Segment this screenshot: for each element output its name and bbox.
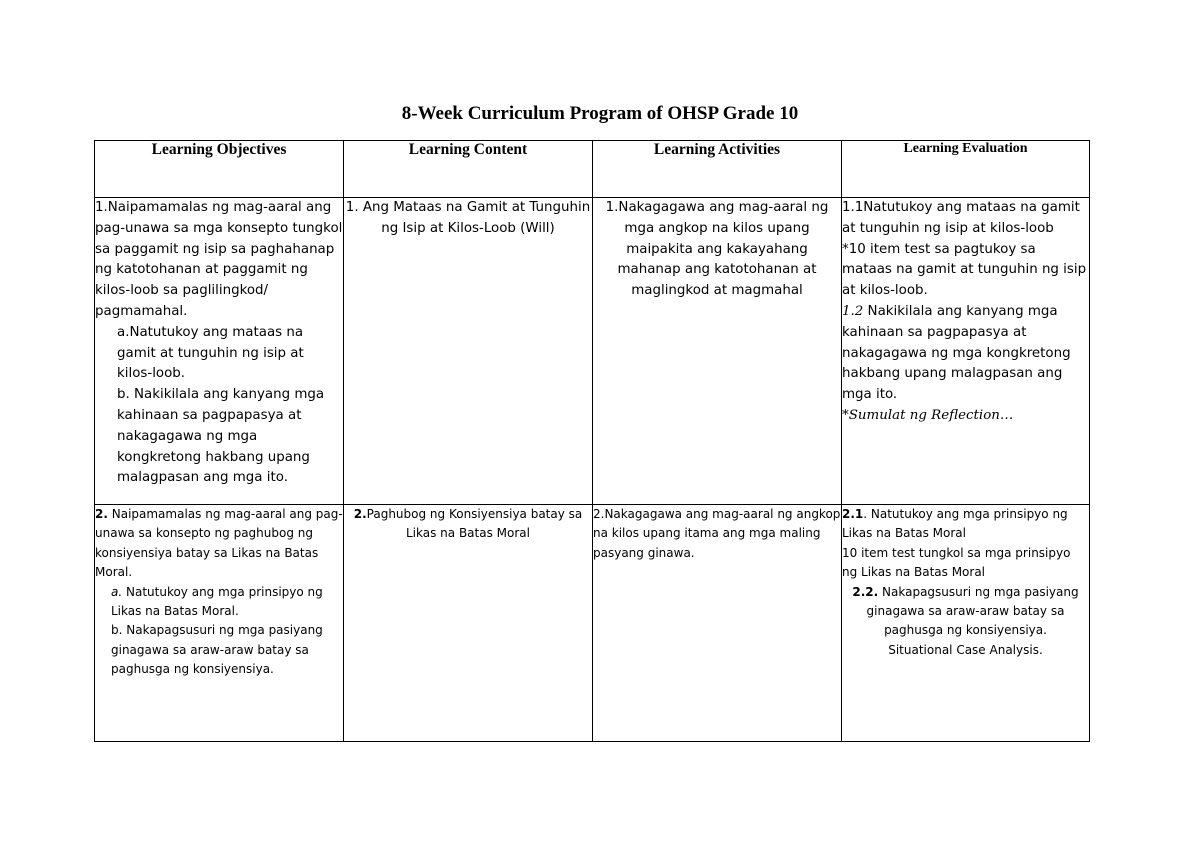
row2-eval-2 xyxy=(842,583,1089,641)
row2-objective-main xyxy=(95,505,343,583)
row1-eval-2-number: 1.2 xyxy=(842,303,864,319)
table-row xyxy=(95,505,1090,742)
row2-objective-number: 2. xyxy=(95,507,108,521)
row2-eval-1-number: 2.1 xyxy=(842,507,864,521)
row1-activities-text: 1.Nakagagawa ang mag-aaral ng mga angkop na kilos upang maipakita ang kakayahang mahanap ang katotohanan at maglingkod at magmahal xyxy=(605,200,829,299)
header-learning-evaluation: Learning Evaluation xyxy=(842,141,1090,198)
row2-objective-b: b. Nakapagsusuri ng mga pasiyang ginagawa sa araw-araw batay sa paghusga ng konsiyensiya. xyxy=(111,623,323,677)
row2-evaluation-cell xyxy=(842,505,1090,742)
row1-eval-2-task: *Sumulat ng Reflection… xyxy=(842,407,1014,423)
row1-eval-1: 1.1Natutukoy ang mataas na gamit at tunguhin ng isip at kilos-loob xyxy=(842,200,1080,236)
row1-objectives-cell xyxy=(95,198,344,505)
row1-activities-cell xyxy=(593,198,842,505)
row2-eval-2-text: Nakapagsusuri ng mga pasiyang ginagawa sa araw-araw batay sa paghusga ng konsiyensiya. xyxy=(866,584,1079,638)
row1-objective-main: 1.Naipamamalas ng mag-aaral ang pag-unawa sa mga konsepto tungkol sa paggamit ng isip sa paghahanap ng katotohanan at paggamit ng kilos-loob sa paglilingkod/ pagmamahal. xyxy=(95,200,343,319)
row2-eval-1 xyxy=(842,505,1089,544)
row2-eval-2-number: 2.2. xyxy=(852,584,879,599)
row1-eval-2 xyxy=(842,302,1089,406)
curriculum-table xyxy=(94,140,1090,742)
row2-content-number: 2. xyxy=(353,507,367,521)
row2-eval-1-text: . Natutukoy ang mga prinsipyo ng Likas na Batas Moral xyxy=(842,507,1068,541)
header-learning-content: Learning Content xyxy=(344,141,593,198)
row2-eval-2-task: Situational Case Analysis. xyxy=(888,642,1043,657)
table-row xyxy=(95,198,1090,505)
row2-content-title: Paghubog ng Konsiyensiya batay sa Likas na Batas Moral xyxy=(366,507,583,541)
row1-content-text: 1. Ang Mataas na Gamit at Tunguhin ng Isip at Kilos-Loob (Will) xyxy=(345,200,591,236)
row2-objectives-cell xyxy=(95,505,344,742)
row2-objective-a-text: Natutukoy ang mga prinsipyo ng Likas na Batas Moral. xyxy=(111,584,323,619)
row2-content-text xyxy=(344,505,592,544)
row2-activities-text: 2.Nakagagawa ang mag-aaral ng angkop na kilos upang itama ang mga maling pasyang ginawa. xyxy=(593,507,841,560)
row2-objective-a xyxy=(95,583,343,622)
header-learning-activities: Learning Activities xyxy=(593,141,842,198)
row2-objective-text: Naipamamalas ng mag-aaral ang pag-unawa sa konsepto ng paghubog ng konsiyensiya batay sa Likas na Batas Moral. xyxy=(95,507,343,580)
page-title: 8-Week Curriculum Program of OHSP Grade 10 xyxy=(401,103,799,124)
row1-eval-2-text: Nakikilala ang kanyang mga kahinaan sa pagpapasya at nakagagawa ng mga kongkretong hakbang upang malagpasan ang mga ito. xyxy=(842,303,1071,403)
row1-objective-b: b. Nakikilala ang kanyang mga kahinaan sa pagpapasya at nakagagawa ng mga kongkretong hakbang upang malagpasan ang mga ito. xyxy=(117,387,325,486)
row1-content-cell xyxy=(344,198,593,505)
row2-eval-1-test: 10 item test tungkol sa mga prinsipyo ng Likas na Batas Moral xyxy=(842,545,1071,580)
header-learning-objectives: Learning Objectives xyxy=(95,141,344,198)
row2-activities-cell xyxy=(593,505,842,742)
row2-content-cell xyxy=(344,505,593,742)
row1-eval-1-test: *10 item test sa pagtukoy sa mataas na gamit at tunguhin ng isip at kilos-loob. xyxy=(842,241,1087,299)
row1-evaluation-cell xyxy=(842,198,1090,505)
row2-objective-a-label: a. xyxy=(111,584,123,599)
row1-objective-a: a.Natutukoy ang mataas na gamit at tunguhin ng isip at kilos-loob. xyxy=(117,324,304,382)
table-header-row xyxy=(95,141,1090,198)
